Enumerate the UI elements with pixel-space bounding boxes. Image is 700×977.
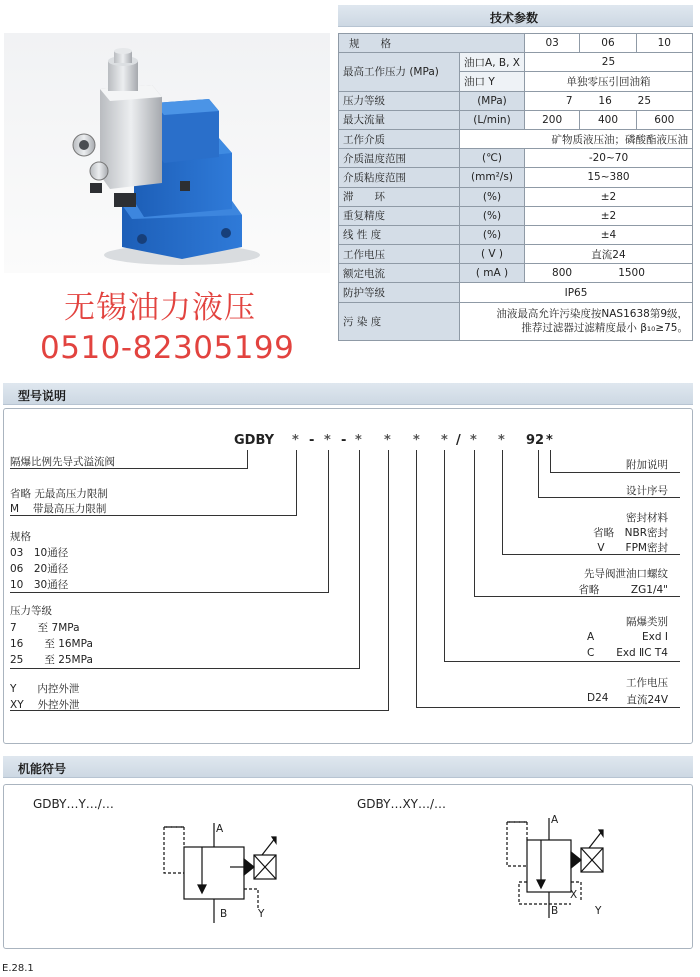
protection-label: 防护等级 [339,283,460,302]
code-star-6: * [441,433,448,448]
line-pressure [359,450,360,668]
size-03: 03 [524,34,579,53]
desc-seal-fpm: V FPM密封 [597,542,668,554]
valve-illustration [4,33,330,273]
brand-phone: 0510-82305199 [40,330,295,366]
desc-omit: 省略 无最高压力限制 [10,488,108,500]
symbol-y-port-b: B [220,908,228,920]
desc-pressure-title: 压力等级 [10,605,52,617]
desc-seal-nbr: 省略 NBR密封 [593,527,668,539]
desc-p16: 16 至 16MPa [10,638,93,650]
current-1500: 1500 [618,267,645,280]
voltage-unit: ( V ) [460,245,525,264]
spec-row-temp [339,149,693,168]
spec-row-max-flow [339,110,693,129]
code-star-9: * [546,433,553,448]
line-m [296,450,297,515]
desc-size-03: 03 10通径 [10,547,69,559]
desc-extra: 附加说明 [626,459,668,471]
hysteresis-value: ±2 [524,187,692,206]
symbol-left-label: GDBY…Y…/… [33,797,114,811]
spec-section-title: 技术参数 [490,11,539,25]
desc-m: M 带最高压力限制 [10,503,107,515]
temp-value: -20~70 [524,149,692,168]
page-number: E.28.1 [2,963,34,974]
linearity-label: 线 性 度 [339,225,460,244]
desc-thread-title: 先导阀泄油口螺纹 [584,568,668,580]
desc-thread-val: 省略 ZG1/4" [578,584,668,596]
desc-size-title: 规格 [10,531,31,543]
spec-row-contamination [339,302,693,340]
max-flow-unit: (L/min) [460,110,525,129]
code-star-4: * [384,433,391,448]
code-dash-1: - [309,433,315,448]
code-star-8: * [498,433,505,448]
desc-volt-code: D24 [587,692,609,704]
spec-row-size [339,34,693,53]
model-section-title: 型号说明 [18,389,67,403]
code-series: 92 [526,433,545,448]
max-flow-label: 最大流量 [339,110,460,129]
code-star-7: * [470,433,477,448]
symbol-y-port-y: Y [258,908,265,920]
port-abx-value: 25 [524,53,692,72]
symbol-y-port-a: A [216,823,224,835]
size-label: 规 格 [339,34,525,53]
pressure-grade-16: 16 [598,94,612,107]
contamination-label: 污 染 度 [339,302,460,340]
viscosity-label: 介质粘度范围 [339,168,460,187]
code-prefix: GDBY [234,433,275,448]
spec-row-viscosity [339,168,693,187]
desc-ex-c-val: Exd ⅡC T4 [616,647,668,659]
model-header-bar [3,383,693,405]
symbol-header-bar [3,756,693,778]
symbol-section-title: 机能符号 [18,762,67,776]
symbol-xy-port-x: X [570,889,578,901]
protection-value: IP65 [460,283,693,302]
max-flow-06: 400 [580,110,636,129]
pressure-grade-values [524,91,692,110]
spec-row-hysteresis [339,187,693,206]
desc-design: 设计序号 [626,485,668,497]
contamination-line2: 推荐过滤器过滤精度最小 β₁₀≥75。 [521,322,688,335]
line-size [328,450,329,592]
repeat-value: ±2 [524,206,692,225]
spec-row-linearity [339,225,693,244]
voltage-label: 工作电压 [339,245,460,264]
current-values [524,264,692,283]
line-volt-h [416,707,680,708]
pressure-grade-unit: (MPa) [460,91,525,110]
desc-size-10: 10 30通径 [10,579,69,591]
spec-row-medium [339,129,693,148]
symbol-xy-port-y: Y [595,905,602,917]
desc-volt-title: 工作电压 [626,677,668,689]
max-flow-03: 200 [524,110,579,129]
max-pressure-label: 最高工作压力 (MPa) [339,53,460,91]
desc-p25: 25 至 25MPa [10,654,93,666]
desc-drain-xy: XY 外控外泄 [10,699,80,711]
medium-label: 工作介质 [339,129,460,148]
line-pressure-h [10,668,360,669]
pressure-grade-label: 压力等级 [339,91,460,110]
line-thread [474,450,475,597]
code-star-1: * [292,433,299,448]
symbol-xy-port-a: A [551,814,559,826]
symbol-right-label: GDBY…XY…/… [357,797,447,811]
pressure-grade-25: 25 [637,94,652,107]
current-label: 额定电流 [339,264,460,283]
current-unit: ( mA ) [460,264,525,283]
code-star-2: * [324,433,331,448]
line-name [247,450,248,468]
desc-ex-c-code: C [587,647,595,659]
desc-drain-y: Y 内控外泄 [10,683,80,695]
line-extra-h [550,472,680,473]
viscosity-value: 15~380 [524,168,692,187]
desc-p7: 7 至 7MPa [10,622,80,634]
size-10: 10 [636,34,692,53]
line-size-h [10,592,329,593]
linearity-value: ±4 [524,225,692,244]
medium-value: 矿物质液压油；磷酸酯液压油 [460,129,693,148]
desc-size-06: 06 20通径 [10,563,69,575]
repeat-unit: (%) [460,206,525,225]
line-volt [416,450,417,708]
voltage-value: 直流24 [524,245,692,264]
max-flow-10: 600 [636,110,692,129]
code-slash: / [456,433,461,448]
size-06: 06 [580,34,636,53]
contamination-line1: 油液最高允许污染度按NAS1638第9级， [496,308,688,321]
temp-unit: (℃) [460,149,525,168]
symbol-xy-diagram [497,810,637,922]
line-ex-h [444,661,680,662]
code-star-5: * [413,433,420,448]
symbol-xy-port-b: B [551,905,559,917]
desc-valve-name: 隔爆比例先导式溢流阀 [10,456,115,468]
port-y-value: 单独零压引回油箱 [524,72,692,91]
desc-ex-a-val: Exd Ⅰ [642,631,668,643]
line-extra [550,450,551,472]
port-abx-label: 油口A, B, X [460,53,525,72]
line-drain [388,450,389,710]
desc-ex-title: 隔爆类别 [626,616,668,628]
desc-ex-a-code: A [587,631,595,643]
repeat-label: 重复精度 [339,206,460,225]
spec-row-current [339,264,693,283]
temp-label: 介质温度范围 [339,149,460,168]
hysteresis-label: 滞 环 [339,187,460,206]
line-ex [444,450,445,662]
contamination-value [460,302,693,340]
code-star-3: * [355,433,362,448]
pressure-grade-7: 7 [565,94,573,107]
desc-volt-val: 直流24V [626,694,668,706]
spec-row-pressure-abx [339,53,693,72]
desc-seal-title: 密封材料 [626,512,668,524]
spec-row-voltage [339,245,693,264]
current-800: 800 [552,267,573,280]
product-photo [4,33,330,273]
line-design [538,450,539,498]
code-dash-2: - [341,433,347,448]
spec-row-pressure-grade [339,91,693,110]
port-y-label: 油口 Y [460,72,525,91]
spec-row-protection [339,283,693,302]
line-seal [502,450,503,554]
viscosity-unit: (mm²/s) [460,168,525,187]
spec-row-repeat [339,206,693,225]
hysteresis-unit: (%) [460,187,525,206]
brand-name: 无锡油力液压 [64,290,256,326]
spec-table [338,33,693,341]
linearity-unit: (%) [460,225,525,244]
